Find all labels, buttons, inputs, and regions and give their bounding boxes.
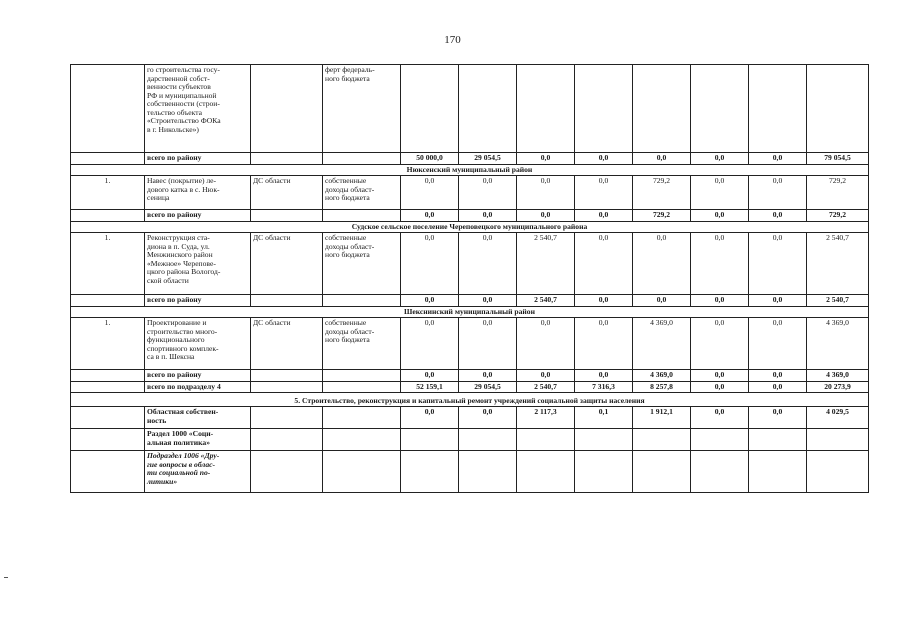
total-row <box>71 295 869 307</box>
value-cell: 0,0 <box>575 318 633 370</box>
value-cell <box>575 65 633 153</box>
value-cell: 729,2 <box>807 176 869 210</box>
total-label: всего по подразделу 4 <box>145 381 251 393</box>
value-cell: 2 540,7 <box>517 233 575 295</box>
row-number-cell <box>71 65 145 153</box>
value-cell <box>633 65 691 153</box>
value-cell: 0,0 <box>691 210 749 222</box>
value-cell: 0,0 <box>633 295 691 307</box>
value-cell: 79 054,5 <box>807 153 869 165</box>
value-cell: 0,0 <box>575 370 633 382</box>
value-cell: 0,0 <box>575 295 633 307</box>
value-cell: 0,0 <box>401 370 459 382</box>
value-cell: 4 029,5 <box>807 407 869 429</box>
table-row <box>71 429 869 451</box>
value-cell: 29 054,5 <box>459 381 517 393</box>
value-cell: 0,0 <box>691 407 749 429</box>
value-cell: 0,0 <box>459 407 517 429</box>
value-cell: 4 369,0 <box>633 318 691 370</box>
section-row <box>71 393 869 407</box>
funding-source-cell: собственные доходы област- ного бюджета <box>323 233 401 295</box>
value-cell: 0,0 <box>691 153 749 165</box>
value-cell: 729,2 <box>633 176 691 210</box>
margin-mark <box>4 577 8 578</box>
value-cell: 0,0 <box>691 318 749 370</box>
value-cell: 50 000,0 <box>401 153 459 165</box>
section-row <box>71 221 869 233</box>
value-cell: 0,0 <box>401 295 459 307</box>
value-cell: 2 117,3 <box>517 407 575 429</box>
value-cell: 2 540,7 <box>517 381 575 393</box>
table-row <box>71 407 869 429</box>
object-name-cell: Навес (покрытие) ле- дового катка в с. Нюк- сеница <box>145 176 251 210</box>
value-cell: 0,0 <box>459 318 517 370</box>
value-cell: 0,0 <box>691 370 749 382</box>
value-cell: 0,1 <box>575 407 633 429</box>
value-cell: 0,0 <box>517 176 575 210</box>
table-row <box>71 65 869 153</box>
section-heading: Судское сельское поселение Череповецкого муниципального района <box>71 221 869 233</box>
executor-cell: ДС области <box>251 318 323 370</box>
value-cell: 4 369,0 <box>807 318 869 370</box>
object-name-cell: Проектирование и строительство много- функционального спортивного комплек- са в п. Шексна <box>145 318 251 370</box>
value-cell: 0,0 <box>749 407 807 429</box>
value-cell: 7 316,3 <box>575 381 633 393</box>
value-cell: 1 912,1 <box>633 407 691 429</box>
value-cell: 0,0 <box>749 210 807 222</box>
value-cell: 0,0 <box>749 381 807 393</box>
value-cell: 0,0 <box>401 176 459 210</box>
section-heading: Шекснинский муниципальный район <box>71 306 869 318</box>
value-cell: 2 540,7 <box>517 295 575 307</box>
total-row <box>71 370 869 382</box>
value-cell: 0,0 <box>749 295 807 307</box>
value-cell: 2 540,7 <box>807 233 869 295</box>
value-cell: 4 369,0 <box>633 370 691 382</box>
section-row <box>71 306 869 318</box>
value-cell: 20 273,9 <box>807 381 869 393</box>
section-heading: Нюксенский муниципальный район <box>71 164 869 176</box>
category-label: Областная собствен- ность <box>145 407 251 429</box>
value-cell: 0,0 <box>459 210 517 222</box>
value-cell: 29 054,5 <box>459 153 517 165</box>
funding-source-cell: собственные доходы област- ного бюджета <box>323 318 401 370</box>
table-row <box>71 318 869 370</box>
total-row <box>71 153 869 165</box>
value-cell: 0,0 <box>401 318 459 370</box>
total-row <box>71 381 869 393</box>
value-cell: 0,0 <box>691 233 749 295</box>
value-cell: 0,0 <box>749 176 807 210</box>
budget-table <box>70 64 869 493</box>
total-label: всего по району <box>145 153 251 165</box>
value-cell: 0,0 <box>459 295 517 307</box>
value-cell: 2 540,7 <box>807 295 869 307</box>
value-cell <box>691 65 749 153</box>
total-label: всего по району <box>145 295 251 307</box>
table-row <box>71 176 869 210</box>
table-row <box>71 451 869 493</box>
total-label: всего по району <box>145 370 251 382</box>
value-cell: 0,0 <box>401 233 459 295</box>
value-cell: 0,0 <box>517 153 575 165</box>
section-heading: 5. Строительство, реконструкция и капитальный ремонт учреждений социальной защиты населения <box>71 393 869 407</box>
value-cell: 0,0 <box>459 370 517 382</box>
funding-source-cell: ферт федераль- ного бюджета <box>323 65 401 153</box>
executor-cell <box>251 65 323 153</box>
table-row <box>71 233 869 295</box>
value-cell: 0,0 <box>575 210 633 222</box>
row-number-cell: 1. <box>71 318 145 370</box>
value-cell: 0,0 <box>575 153 633 165</box>
value-cell: 0,0 <box>459 233 517 295</box>
value-cell: 0,0 <box>401 210 459 222</box>
value-cell: 0,0 <box>517 318 575 370</box>
value-cell: 0,0 <box>749 318 807 370</box>
value-cell: 0,0 <box>633 233 691 295</box>
value-cell <box>459 65 517 153</box>
value-cell: 729,2 <box>807 210 869 222</box>
value-cell <box>807 65 869 153</box>
value-cell: 0,0 <box>749 153 807 165</box>
value-cell <box>517 65 575 153</box>
total-row <box>71 210 869 222</box>
value-cell: 0,0 <box>633 153 691 165</box>
page-number: 170 <box>444 34 461 46</box>
object-name-cell: го строительства госу- дарственной собст- венности субъектов РФ и муниципальной собственности (строи- тельство объекта «Строительство ФОКа в г. Никольске») <box>145 65 251 153</box>
row-number-cell: 1. <box>71 176 145 210</box>
executor-cell: ДС области <box>251 176 323 210</box>
value-cell: 0,0 <box>517 210 575 222</box>
value-cell: 0,0 <box>691 295 749 307</box>
value-cell: 0,0 <box>459 176 517 210</box>
value-cell: 0,0 <box>691 176 749 210</box>
value-cell: 0,0 <box>575 176 633 210</box>
section-row <box>71 164 869 176</box>
value-cell: 0,0 <box>575 233 633 295</box>
value-cell: 729,2 <box>633 210 691 222</box>
value-cell: 0,0 <box>401 407 459 429</box>
value-cell: 8 257,8 <box>633 381 691 393</box>
executor-cell: ДС области <box>251 233 323 295</box>
object-name-cell: Реконструкция ста- диона в п. Суда, ул. Менжинского район «Межное» Черепове- цкого района Вологод- ской области <box>145 233 251 295</box>
funding-source-cell: собственные доходы област- ного бюджета <box>323 176 401 210</box>
value-cell: 52 159,1 <box>401 381 459 393</box>
value-cell: 4 369,0 <box>807 370 869 382</box>
value-cell: 0,0 <box>749 370 807 382</box>
category-label: Раздел 1000 «Соци- альная политика» <box>145 429 251 451</box>
value-cell: 0,0 <box>517 370 575 382</box>
value-cell <box>401 65 459 153</box>
row-number-cell: 1. <box>71 233 145 295</box>
category-label: Подраздел 1006 «Дру- гие вопросы в облас- ти социальной по- литики» <box>145 451 251 493</box>
value-cell: 0,0 <box>691 381 749 393</box>
value-cell: 0,0 <box>749 233 807 295</box>
value-cell <box>749 65 807 153</box>
total-label: всего по району <box>145 210 251 222</box>
